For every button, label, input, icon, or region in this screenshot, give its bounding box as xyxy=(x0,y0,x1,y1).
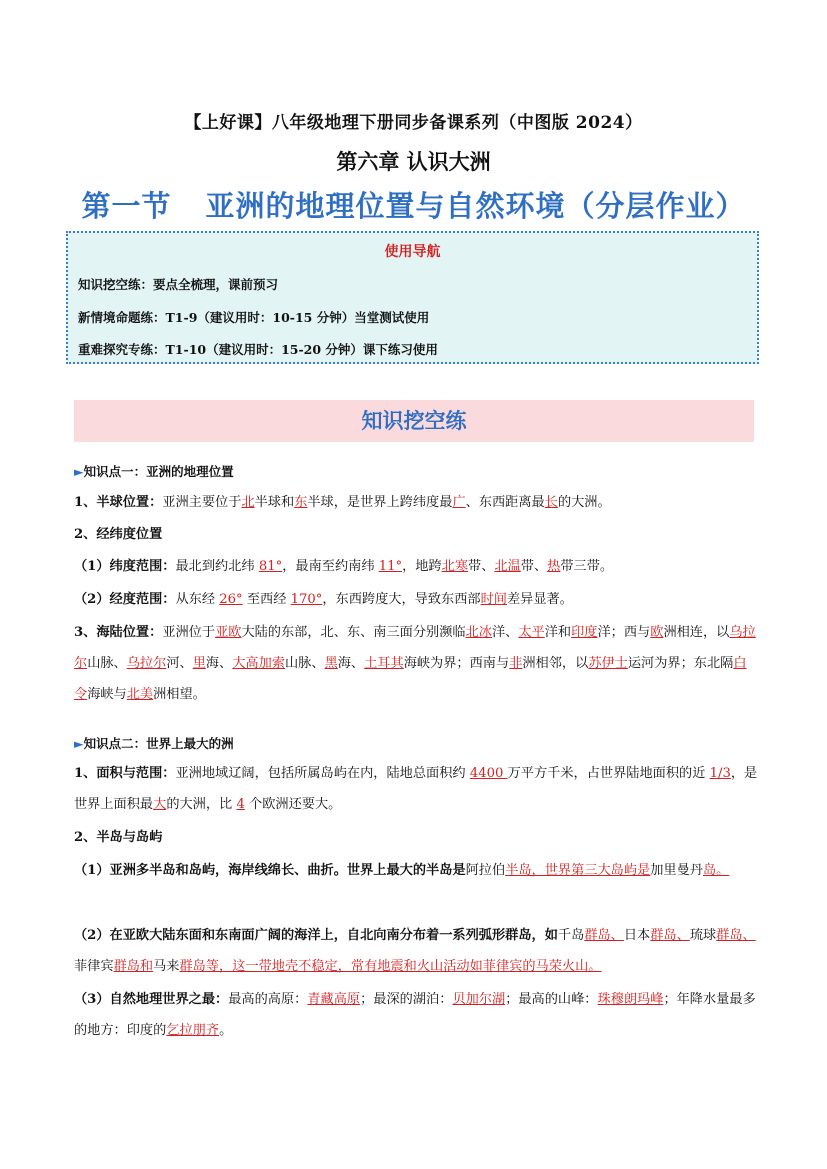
paragraph-longitude-range xyxy=(74,584,758,615)
paragraph-text: 海峡为界；西南与 xyxy=(403,656,510,671)
paragraph-text: 洋；西与 xyxy=(597,625,651,640)
paragraph-text: 最高的高原： xyxy=(228,992,308,1007)
paragraph-islands xyxy=(74,920,758,982)
paragraph-text: 海、 xyxy=(337,656,365,671)
paragraph-text: 琉球 xyxy=(689,928,717,943)
answer-blank: 太平 xyxy=(518,625,545,640)
answer-blank: 乞拉朋齐 xyxy=(166,1023,220,1038)
triangle-icon: ► xyxy=(74,736,84,751)
knowledge-point-1-title: 知识点一：亚洲的地理位置 xyxy=(83,464,234,479)
paragraph-text: 马来 xyxy=(153,959,180,974)
paragraph-text: 亚洲地域辽阔，包括所属岛屿在内，陆地总面积约 xyxy=(175,766,470,781)
paragraph-text: 、东西距离最 xyxy=(465,495,545,510)
paragraph-text: 洲相邻，以 xyxy=(522,656,589,671)
answer-blank: 珠穆朗玛峰 xyxy=(597,992,664,1007)
paragraph-text: 河、 xyxy=(166,656,193,671)
answer-blank: 青藏高原 xyxy=(307,992,361,1007)
answer-blank: 北温 xyxy=(494,559,521,574)
guide-line-key-difficult: 重难探究专练：T1-10（建议用时：15-20 分钟）课下练习使用 xyxy=(78,342,438,357)
paragraph-text: 最北到约北纬 xyxy=(175,559,259,574)
paragraph-text: 带、 xyxy=(468,559,495,574)
answer-blank: 群岛等，这一带地壳不稳定，常有地震和火山活动如菲律宾的马荣火山。 xyxy=(179,959,602,974)
paragraph-latlon-heading: 2、经纬度位置 xyxy=(74,527,163,542)
answer-blank: 贝加尔湖 xyxy=(452,992,506,1007)
knowledge-point-2-title: 知识点二：世界上最大的洲 xyxy=(83,736,234,751)
answer-blank: 1/3 xyxy=(709,766,731,781)
answer-blank: 81° xyxy=(258,559,283,574)
answer-blank: 大高加索 xyxy=(232,656,285,671)
guide-heading: 使用导航 xyxy=(384,244,441,260)
answer-blank: 群岛、 xyxy=(584,928,624,943)
paragraph-label: （3）自然地理世界之最： xyxy=(74,992,229,1007)
guide-line-knowledge: 知识挖空练：要点全梳理，课前预习 xyxy=(78,277,279,292)
paragraph-latitude-range xyxy=(74,551,758,582)
paragraph-text: 个欧洲还要大。 xyxy=(244,797,342,812)
paragraph-text: 山脉、 xyxy=(87,656,127,671)
paragraph-text: 的大洲。 xyxy=(557,495,611,510)
answer-blank: 群岛、 xyxy=(650,928,690,943)
paragraph-label: （2）在亚欧大陆东面和东南面广阔的海洋上，自北向南分布着一系列弧形群岛，如 xyxy=(74,928,558,943)
answer-blank: 苏伊士 xyxy=(588,656,628,671)
paragraph-text: 海、 xyxy=(205,656,233,671)
chapter-title: 第六章 认识大洲 xyxy=(336,149,491,174)
answer-blank: 乌拉尔 xyxy=(74,625,756,671)
paragraph-text: 加里曼丹 xyxy=(650,863,703,878)
answer-blank: 4 xyxy=(236,797,245,812)
paragraph-text: 山脉、 xyxy=(285,656,325,671)
paragraph-text: 亚洲位于 xyxy=(162,625,216,640)
answer-blank: 岛。 xyxy=(703,863,730,878)
section-title xyxy=(0,184,827,225)
paragraph-text: 海峡与 xyxy=(87,687,127,702)
answer-blank: 热 xyxy=(547,559,561,574)
answer-blank: 亚欧 xyxy=(215,625,242,640)
paragraph-label: （1）纬度范围： xyxy=(74,559,176,574)
paragraph-text: ，地跨 xyxy=(402,559,442,574)
answer-blank: 大 xyxy=(153,797,167,812)
paragraph-text: ；最深的湖泊： xyxy=(360,992,453,1007)
paragraph-world-records xyxy=(74,984,758,1046)
answer-blank: 半岛，世界第三大岛屿是 xyxy=(505,863,651,878)
paragraph-text: 亚洲主要位于 xyxy=(162,495,242,510)
answer-blank: 广 xyxy=(452,495,466,510)
paragraph-area-range xyxy=(74,758,758,820)
paragraph-label: 3、海陆位置： xyxy=(74,625,163,640)
answer-blank: 4400 xyxy=(469,766,508,781)
paragraph-text: 从东经 xyxy=(175,592,220,607)
paragraph-peninsula xyxy=(74,855,758,886)
paragraph-text: 洋、 xyxy=(492,625,519,640)
answer-blank: 170° xyxy=(290,592,323,607)
paragraph-text: ，东西跨度大，导致东西部 xyxy=(322,592,481,607)
paragraph-text: 带三带。 xyxy=(560,559,614,574)
triangle-icon: ► xyxy=(74,464,84,479)
paragraph-land-sea-position xyxy=(74,617,758,710)
answer-blank: 长 xyxy=(544,495,558,510)
paragraph-label: 1、面积与范围： xyxy=(74,766,176,781)
answer-blank: 11° xyxy=(378,559,403,574)
paragraph-text: 半球，是世界上跨纬度最 xyxy=(307,495,453,510)
usage-guide-box xyxy=(66,231,759,364)
answer-blank: 北 xyxy=(241,495,255,510)
paragraph-text: 的大洲，比 xyxy=(166,797,237,812)
paragraph-text: ，最南至约南纬 xyxy=(282,559,379,574)
paragraph-text: 。 xyxy=(219,1023,233,1038)
answer-blank: 群岛和 xyxy=(113,959,154,974)
answer-blank: 26° xyxy=(219,592,243,607)
answer-blank: 非 xyxy=(509,656,523,671)
answer-blank: 北冰 xyxy=(465,625,492,640)
paragraph-text: 大陆的东部，北、东、南三面分别濒临 xyxy=(241,625,466,640)
answer-blank: 土耳其 xyxy=(364,656,404,671)
paragraph-label: 1、半球位置： xyxy=(74,495,163,510)
paragraph-text: 洋和 xyxy=(544,625,572,640)
paragraph-text: 带、 xyxy=(520,559,548,574)
paragraph-text: 阿拉伯 xyxy=(465,863,506,878)
paragraph-label: （2）经度范围： xyxy=(74,592,176,607)
answer-blank: 黑 xyxy=(324,656,338,671)
answer-blank: 白令 xyxy=(74,656,747,702)
paragraph-hemisphere xyxy=(74,487,758,518)
paragraph-text: ；年降水量最多的地方：印度的 xyxy=(74,992,756,1038)
guide-line-new-situation: 新情境命题练：T1-9（建议用时：10-15 分钟）当堂测试使用 xyxy=(78,310,430,325)
knowledge-point-1-heading xyxy=(74,462,234,480)
answer-blank: 印度 xyxy=(571,625,598,640)
answer-blank: 北美 xyxy=(126,687,154,702)
paragraph-text: 万平方千米，占世界陆地面积的近 xyxy=(507,766,710,781)
paragraph-text: ；最高的山峰： xyxy=(505,992,598,1007)
answer-blank: 乌拉尔 xyxy=(126,656,167,671)
knowledge-point-2-heading xyxy=(74,734,234,752)
paragraph-text: 千岛 xyxy=(557,928,585,943)
paragraph-text: 半球和 xyxy=(254,495,295,510)
answer-blank: 东 xyxy=(294,495,308,510)
paragraph-label: （1）亚洲多半岛和岛屿，海岸线绵长、曲折。世界上最大的半岛是 xyxy=(74,863,466,878)
section-name: 亚洲的地理位置与自然环境（分层作业） xyxy=(205,189,746,223)
answer-blank: 北寒 xyxy=(441,559,469,574)
paragraph-text: ，是世界上面积最 xyxy=(74,766,758,812)
section-number: 第一节 xyxy=(81,189,172,223)
paragraph-text: 差异显著。 xyxy=(506,592,573,607)
section-banner: 知识挖空练 xyxy=(74,400,754,442)
answer-blank: 群岛、 xyxy=(716,928,756,943)
paragraph-text: 菲律宾 xyxy=(74,959,114,974)
paragraph-text: 洲相连，以 xyxy=(663,625,730,640)
paragraph-text: 运河为界；东北隔 xyxy=(627,656,734,671)
answer-blank: 时间 xyxy=(480,592,507,607)
paragraph-text: 洲相望。 xyxy=(153,687,206,702)
paragraph-text: 日本 xyxy=(623,928,651,943)
paragraph-text: 至西经 xyxy=(242,592,291,607)
answer-blank: 里 xyxy=(192,656,206,671)
series-title: 【上好课】八年级地理下册同步备课系列（中图版 2024） xyxy=(184,113,643,133)
paragraph-peninsula-heading: 2、半岛与岛屿 xyxy=(74,830,163,845)
answer-blank: 欧 xyxy=(650,625,664,640)
